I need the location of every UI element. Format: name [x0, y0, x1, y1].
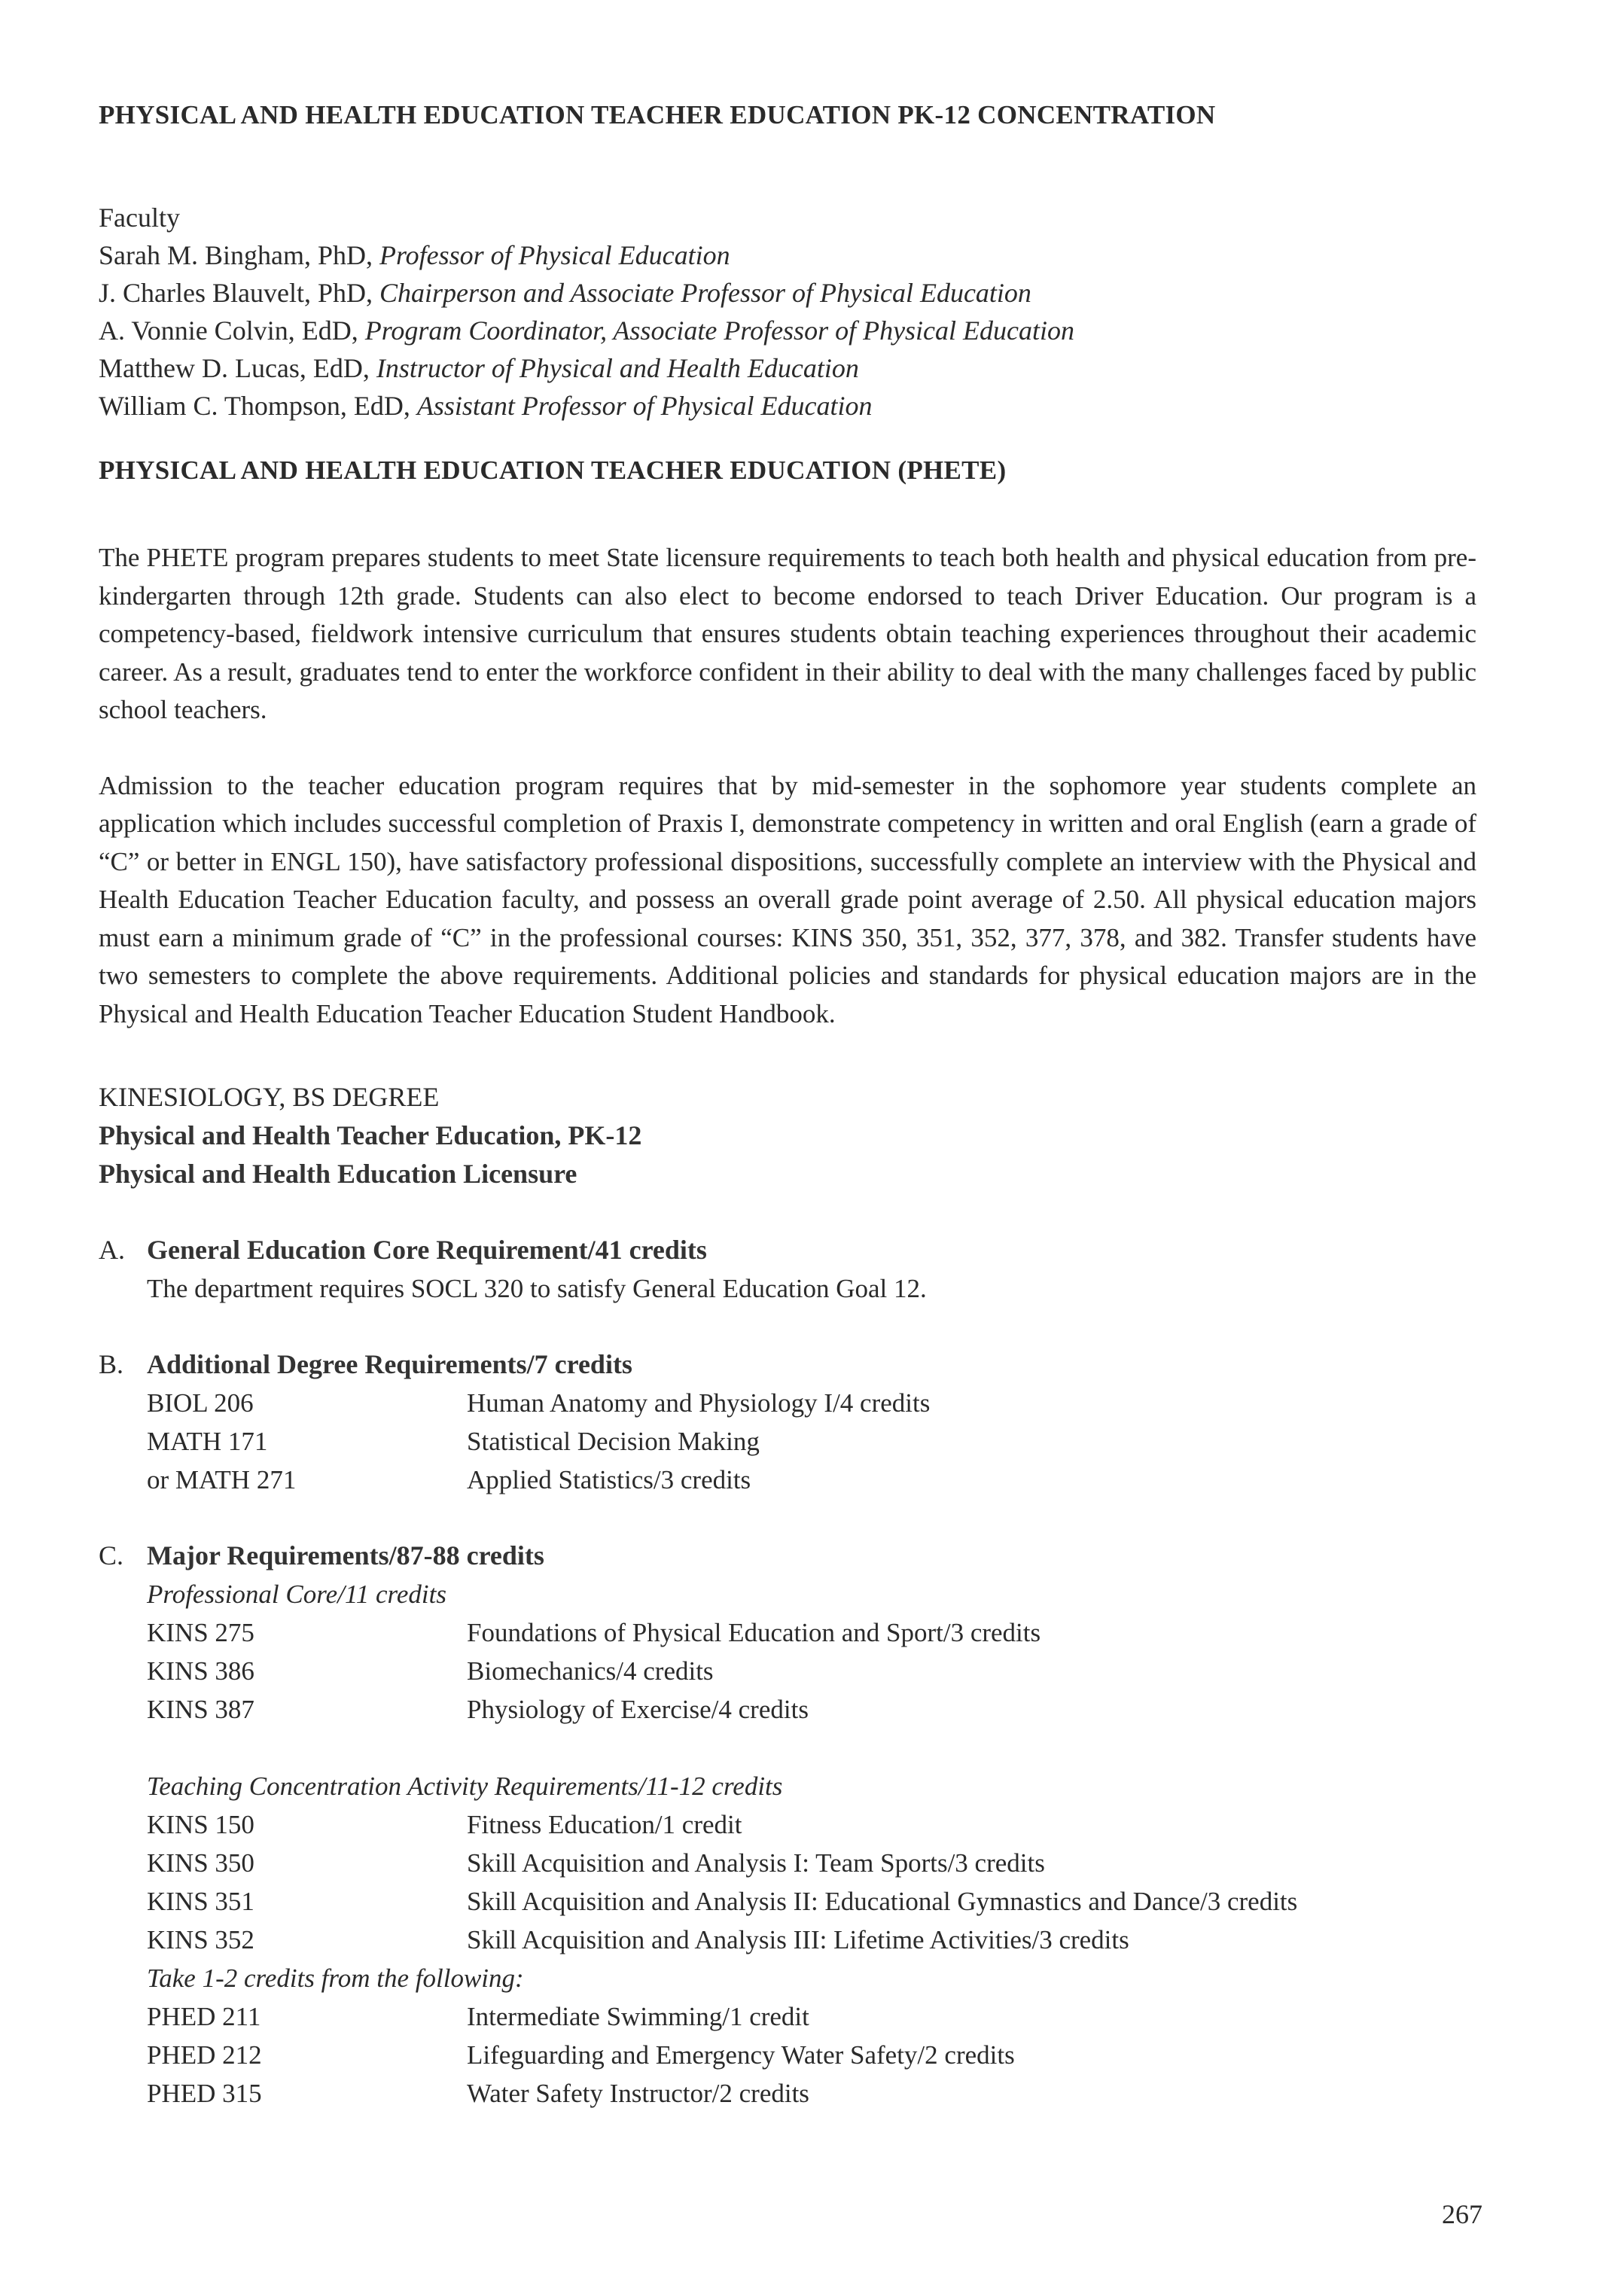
faculty-name: J. Charles Blauvelt, PhD,: [99, 278, 373, 308]
section-letter: C.: [99, 1540, 124, 1570]
course-row: [147, 1921, 1476, 1959]
course-row: [147, 1422, 1476, 1461]
course-code: PHED 211: [147, 2002, 261, 2031]
course-row: [147, 1384, 1476, 1422]
subsection-heading: Professional Core/11 credits: [147, 1580, 446, 1609]
course-code: PHED 315: [147, 2079, 262, 2108]
course-name: Human Anatomy and Physiology I/4 credits: [467, 1388, 931, 1418]
faculty-name: Sarah M. Bingham, PhD,: [99, 240, 373, 270]
faculty-name: Matthew D. Lucas, EdD,: [99, 353, 370, 383]
faculty-title: Professor of Physical Education: [379, 240, 730, 270]
course-row: [147, 1805, 1476, 1844]
subsection-heading: Teaching Concentration Activity Requirements/11-12 credits: [147, 1772, 783, 1801]
course-code: PHED 212: [147, 2040, 262, 2070]
faculty-member: [99, 312, 1476, 349]
course-code: KINS 352: [147, 1925, 254, 1954]
degree-title: KINESIOLOGY, BS DEGREE: [99, 1082, 440, 1112]
degree-subtitle: Physical and Health Teacher Education, PK-12: [99, 1120, 642, 1150]
degree-subtitle: Physical and Health Education Licensure: [99, 1159, 577, 1189]
concentration-title: PHYSICAL AND HEALTH EDUCATION TEACHER EDUCATION PK-12 CONCENTRATION: [99, 100, 1216, 129]
course-row: [147, 1690, 1476, 1729]
faculty-heading: Faculty: [99, 203, 180, 233]
course-code: KINS 387: [147, 1695, 254, 1724]
course-code: BIOL 206: [147, 1388, 254, 1418]
course-name: Statistical Decision Making: [467, 1427, 760, 1456]
intro-paragraph: The PHETE program prepares students to meet State licensure requirements to teach both health and physical education from pre-kindergarten through 12th grade. Students can also elect to become endorsed to teach Driver Education. Our program is a competency-based, fieldwork intensive curriculum that ensures students obtain teaching experiences throughout their academic career. As a result, graduates tend to enter the workforce confident in their ability to deal with the many challenges faced by public school teachers.: [99, 543, 1476, 724]
faculty-member: [99, 387, 1476, 425]
section-c: [99, 1537, 1476, 2113]
faculty-list: [99, 236, 1476, 425]
course-code: KINS 350: [147, 1848, 254, 1878]
course-name: Foundations of Physical Education and Sport/3 credits: [467, 1618, 1041, 1647]
course-name: Water Safety Instructor/2 credits: [467, 2079, 809, 2108]
faculty-title: Instructor of Physical and Health Education: [376, 353, 859, 383]
section-title: Additional Degree Requirements/7 credits: [147, 1349, 632, 1379]
course-name: Skill Acquisition and Analysis I: Team Sports/3 credits: [467, 1848, 1045, 1878]
course-row: [147, 1882, 1476, 1921]
section-letter: A.: [99, 1235, 125, 1265]
admission-paragraph: Admission to the teacher education program requires that by mid-semester in the sophomore year students complete an application which includes successful completion of Praxis I, demonstrate competency in written and oral English (earn a grade of “C” or better in ENGL 150), have satisfactory professional dispositions, successfully complete an interview with the Physical and Health Education Teacher Education faculty, and possess an overall grade point average of 2.50. All physical education majors must earn a minimum grade of “C” in the professional courses: KINS 350, 351, 352, 377, 378, and 382. Transfer students have two semesters to complete the above requirements. Additional policies and standards for physical education majors are in the Physical and Health Education Teacher Education Student Handbook.: [99, 770, 1476, 1028]
faculty-member: [99, 274, 1476, 312]
course-row: [147, 1844, 1476, 1882]
faculty-member: [99, 349, 1476, 387]
course-row: [147, 1997, 1476, 2036]
section-b: [99, 1345, 1476, 1499]
faculty-member: [99, 236, 1476, 274]
course-code: KINS 275: [147, 1618, 254, 1647]
course-code: or MATH 271: [147, 1465, 297, 1494]
section-note: The department requires SOCL 320 to satisfy General Education Goal 12.: [147, 1274, 927, 1303]
subsection-heading: Take 1-2 credits from the following:: [147, 1963, 524, 1993]
course-row: [147, 2074, 1476, 2113]
course-code: MATH 171: [147, 1427, 268, 1456]
faculty-name: William C. Thompson, EdD,: [99, 391, 410, 421]
faculty-title: Program Coordinator, Associate Professor of Physical Education: [364, 315, 1075, 346]
section-letter: B.: [99, 1349, 124, 1379]
course-row: [147, 1652, 1476, 1690]
page-number: 267: [1442, 2199, 1482, 2229]
faculty-name: A. Vonnie Colvin, EdD,: [99, 315, 358, 346]
course-row: [147, 1613, 1476, 1652]
course-row: [147, 2036, 1476, 2074]
faculty-title: Assistant Professor of Physical Education: [416, 391, 873, 421]
course-name: Lifeguarding and Emergency Water Safety/2 credits: [467, 2040, 1015, 2070]
phete-heading: PHYSICAL AND HEALTH EDUCATION TEACHER EDUCATION (PHETE): [99, 455, 1007, 485]
course-row: [147, 1461, 1476, 1499]
section-title: Major Requirements/87-88 credits: [147, 1540, 544, 1570]
section-a: [99, 1231, 1476, 1308]
course-code: KINS 351: [147, 1887, 254, 1916]
faculty-title: Chairperson and Associate Professor of Physical Education: [379, 278, 1031, 308]
course-code: KINS 150: [147, 1810, 254, 1839]
course-name: Fitness Education/1 credit: [467, 1810, 742, 1839]
course-name: Physiology of Exercise/4 credits: [467, 1695, 809, 1724]
course-name: Skill Acquisition and Analysis III: Lifetime Activities/3 credits: [467, 1925, 1129, 1954]
course-name: Applied Statistics/3 credits: [467, 1465, 751, 1494]
course-name: Skill Acquisition and Analysis II: Educational Gymnastics and Dance/3 credits: [467, 1887, 1298, 1916]
page-content: [99, 90, 1476, 2113]
course-code: KINS 386: [147, 1656, 254, 1686]
course-name: Biomechanics/4 credits: [467, 1656, 714, 1686]
section-title: General Education Core Requirement/41 credits: [147, 1235, 707, 1265]
course-name: Intermediate Swimming/1 credit: [467, 2002, 809, 2031]
